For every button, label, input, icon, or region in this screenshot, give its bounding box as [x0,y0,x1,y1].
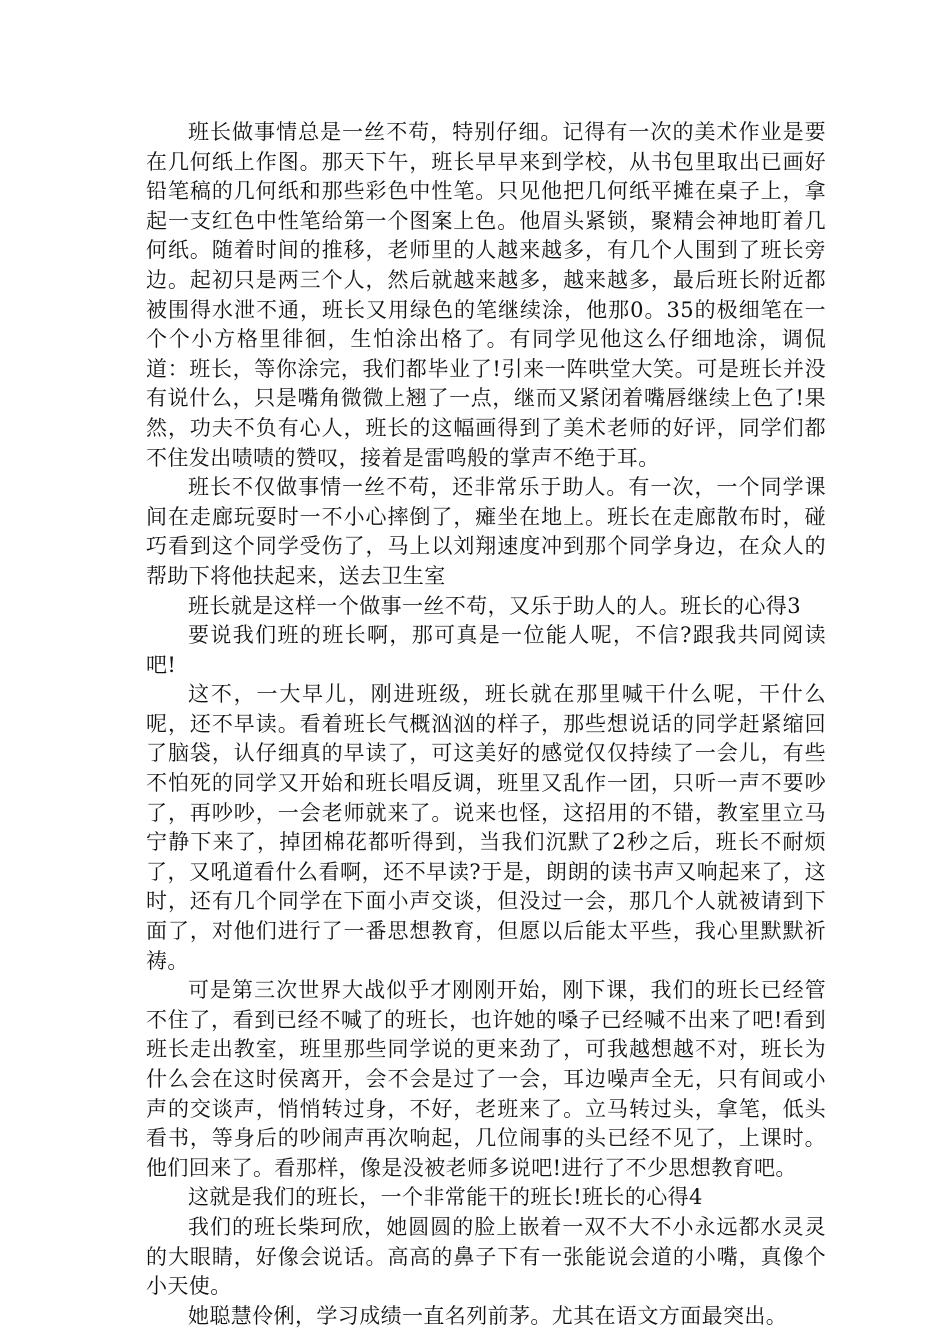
paragraph-8: 我们的班长柴珂欣，她圆圆的脸上嵌着一双不大不小永远都水灵灵的大眼睛，好像会说话。高高的鼻子下有一张能说会道的小嘴，真像个小天使。 [146,1214,826,1299]
paragraph-6: 可是第三次世界大战似乎才刚刚开始，刚下课，我们的班长已经管不住了，看到已经不喊了的班长，也许她的嗓子已经喊不出来了吧!看到班长走出教室，班里那些同学说的更来劲了，可我越想越不对，班长为什么会在这时侯离开，会不会是过了一会，耳边噪声全无，只有间或小声的交谈声，悄悄转过身，不好，老班来了。立马转过头，拿笔，低头看书，等身后的吵闹声再次响起，几位闹事的头已经不见了，上课时。他们回来了。看那样，像是没被老师多说吧!进行了不少思想教育吧。 [146,978,826,1180]
paragraph-2: 班长不仅做事情一丝不苟，还非常乐于助人。有一次，一个同学课间在走廊玩耍时一不小心摔倒了，瘫坐在地上。班长在走廊散布时，碰巧看到这个同学受伤了，马上以刘翔速度冲到那个同学身边，在众人的帮助下将他扶起来，送去卫生室 [146,475,826,588]
paragraph-5: 这不，一大早儿，刚进班级，班长就在那里喊干什么呢，干什么呢，还不早读。看着班长气概汹汹的样子，那些想说话的同学赶紧缩回了脑袋，认仔细真的早读了，可这美好的感觉仅仅持续了一会儿，有些不怕死的同学又开始和班长唱反调，班里又乱作一团，只听一声不要吵了，再吵吵，一会老师就来了。说来也怪，这招用的不错，教室里立马宁静下来了，掉团棉花都听得到，当我们沉默了2秒之后，班长不耐烦了，又吼道看什么看啊，还不早读?于是，朗朗的读书声又响起来了，这时，还有几个同学在下面小声交谈，但没过一会，那几个人就被请到下面了，对他们进行了一番思想教育，但愿以后能太平些，我心里默默祈祷。 [146,682,826,973]
paragraph-9: 她聪慧伶俐，学习成绩一直名列前茅。尤其在语文方面最突出。 [188,1303,788,1328]
document-body [146,118,826,1331]
paragraph-3: 班长就是这样一个做事一丝不苟，又乐于助人的人。班长的心得3 [188,593,801,618]
paragraph-1: 班长做事情总是一丝不苟，特别仔细。记得有一次的美术作业是要在几何纸上作图。那天下午，班长早早来到学校，从书包里取出已画好铅笔稿的几何纸和那些彩色中性笔。只见他把几何纸平摊在桌子上，拿起一支红色中性笔给第一个图案上色。他眉头紧锁，聚精会神地盯着几何纸。随着时间的推移，老师里的人越来越多，有几个人围到了班长旁边。起初只是两三个人，然后就越来越多，越来越多，最后班长附近都被围得水泄不通，班长又用绿色的笔继续涂，他那0。35的极细笔在一个个小方格里徘徊，生怕涂出格了。有同学见他这么仔细地涂，调侃道：班长，等你涂完，我们都毕业了!引来一阵哄堂大笑。可是班长并没有说什么，只是嘴角微微上翘了一点，继而又紧闭着嘴唇继续上色了!果然，功夫不负有心人，班长的这幅画得到了美术老师的好评，同学们都不住发出啧啧的赞叹，接着是雷鸣般的掌声不绝于耳。 [146,120,826,470]
paragraph-7: 这就是我们的班长，一个非常能干的班长!班长的心得4 [188,1185,703,1210]
paragraph-4: 要说我们班的班长啊，那可真是一位能人呢，不信?跟我共同阅读吧! [146,623,826,677]
